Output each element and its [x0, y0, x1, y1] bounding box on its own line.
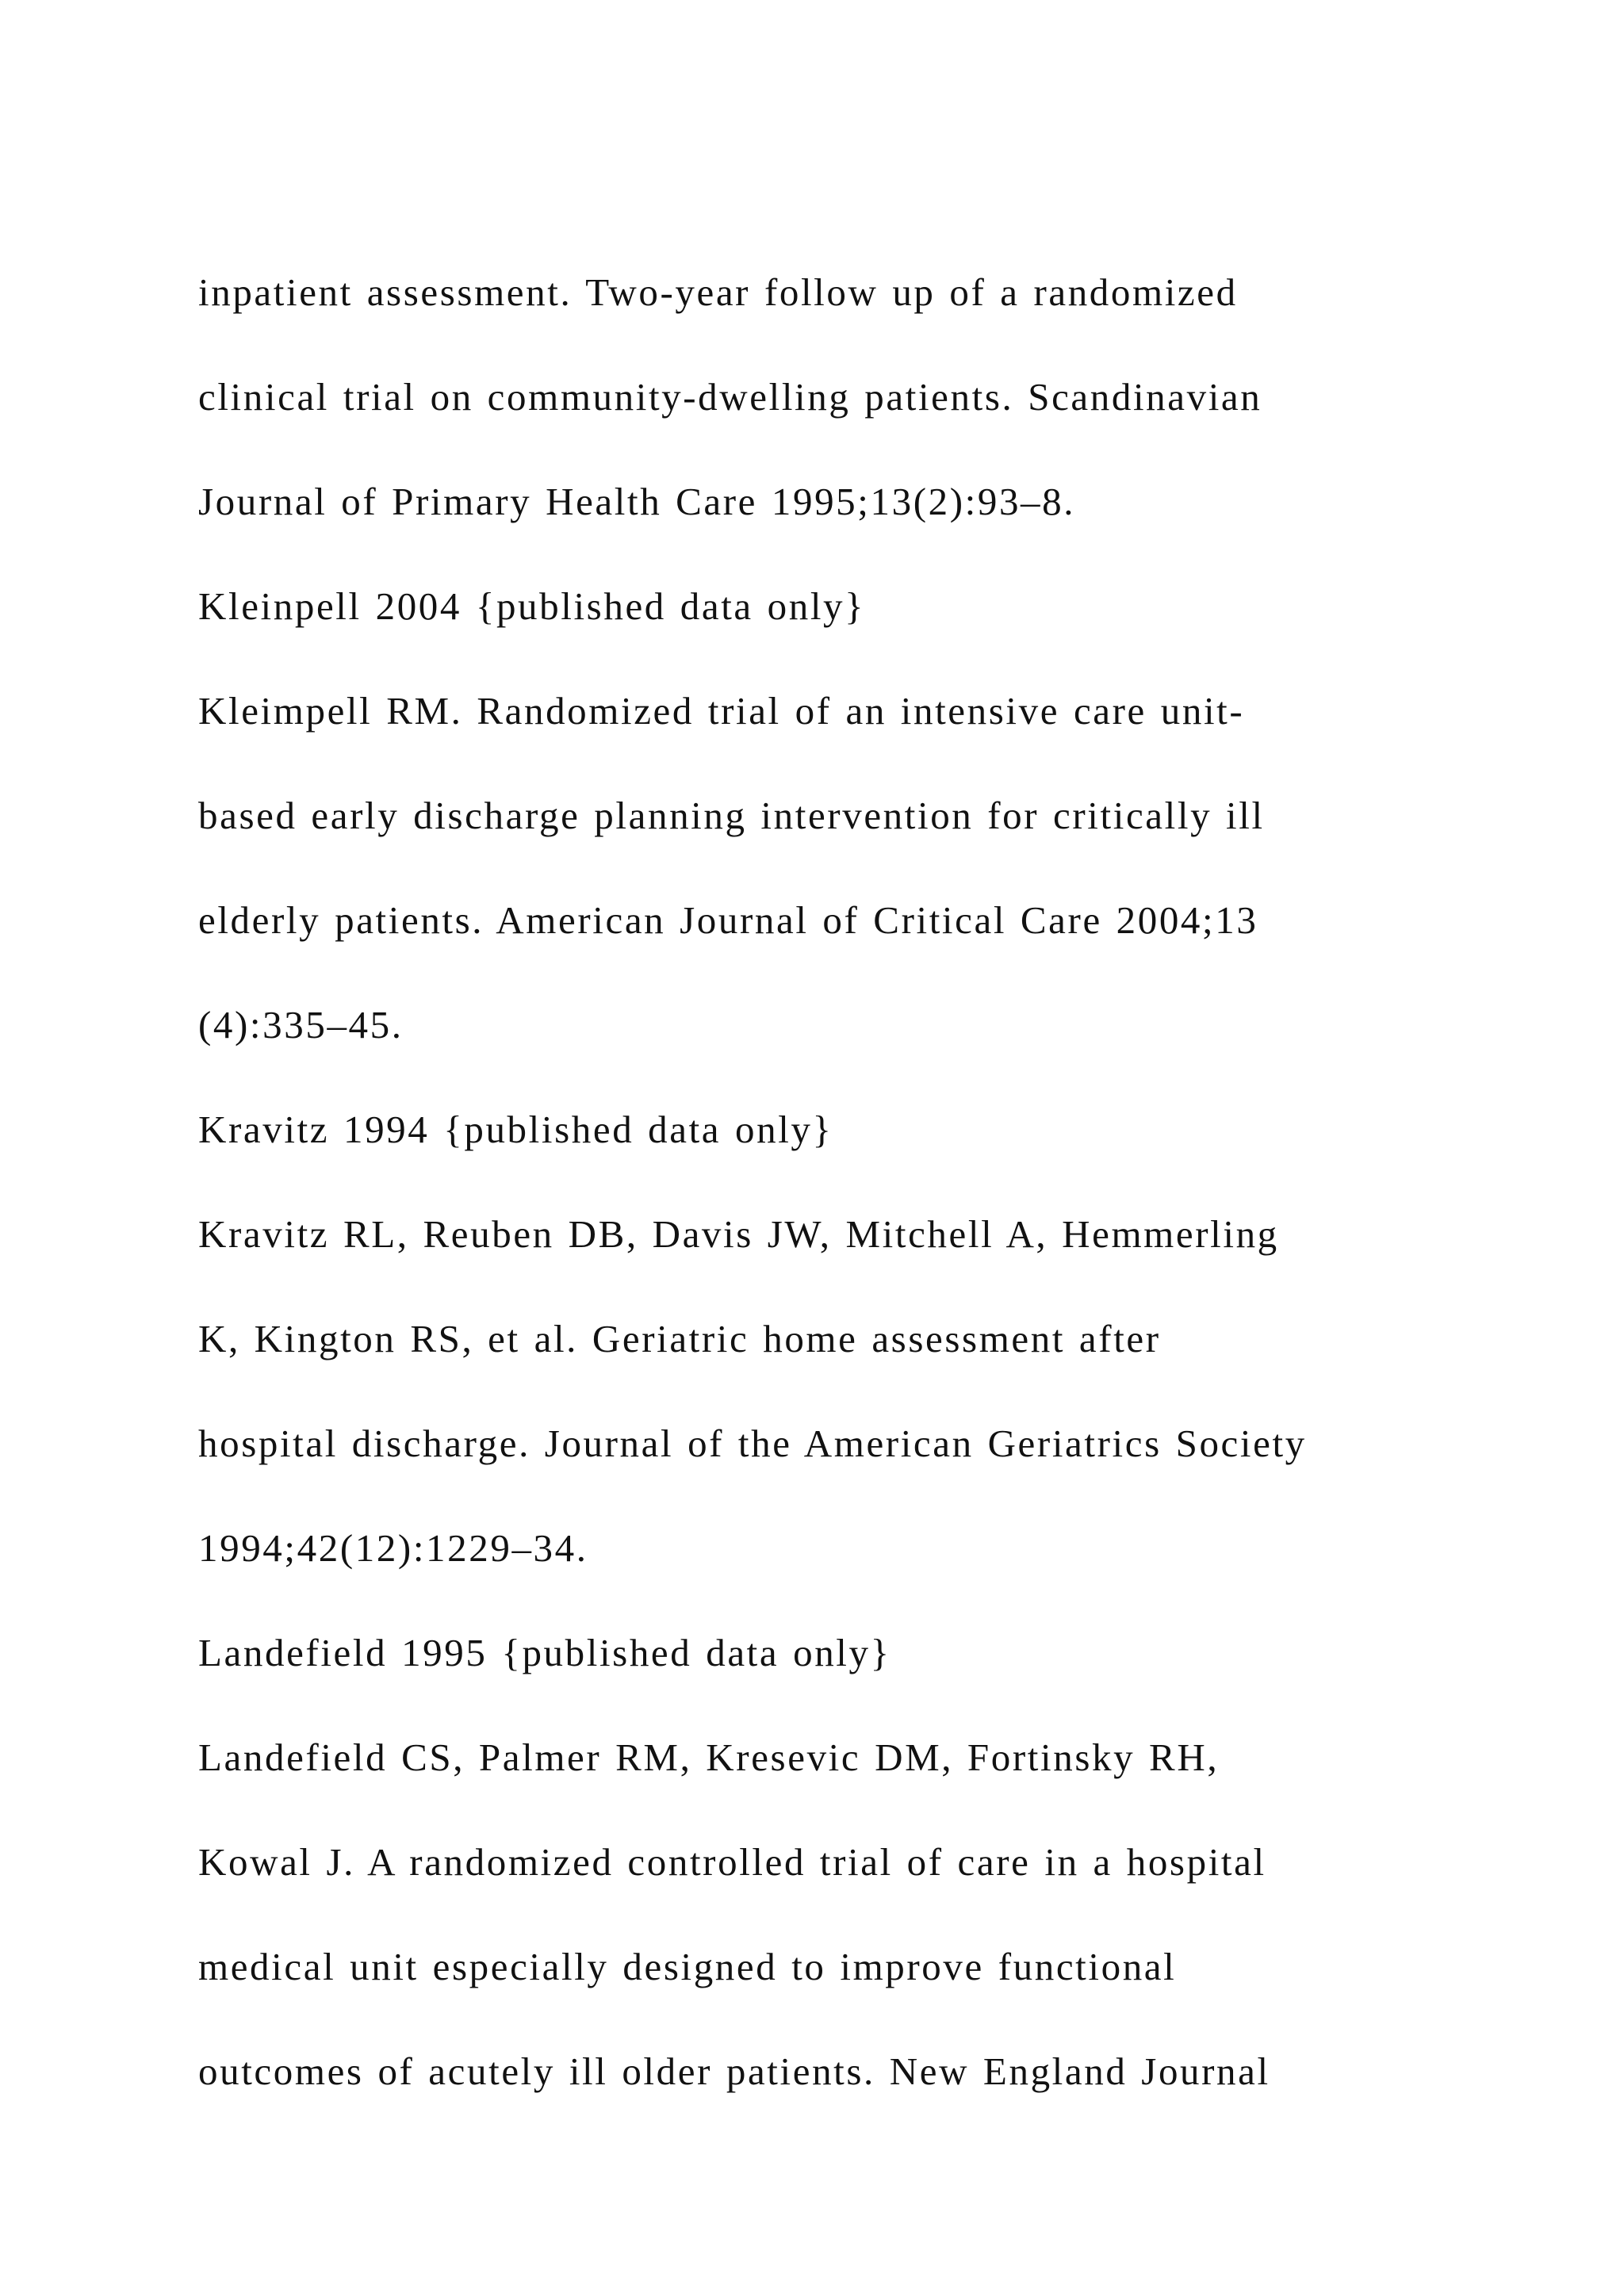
- reference-list: [198, 240, 1610, 2124]
- reference-line: elderly patients. American Journal of Critical Care 2004;13: [198, 898, 1258, 942]
- reference-line: medical unit especially designed to improve functional: [198, 1945, 1177, 1988]
- reference-line: based early discharge planning intervention for critically ill: [198, 794, 1265, 837]
- reference-line: clinical trial on community-dwelling patients. Scandinavian: [198, 375, 1262, 419]
- reference-line: outcomes of acutely ill older patients. New England Journal: [198, 2049, 1270, 2093]
- reference-heading-kravitz-1994: Kravitz 1994 {published data only}: [198, 1108, 833, 1151]
- reference-line: Kravitz RL, Reuben DB, Davis JW, Mitchell A, Hemmerling: [198, 1212, 1279, 1256]
- reference-line: K, Kington RS, et al. Geriatric home assessment after: [198, 1317, 1161, 1360]
- reference-line: 1994;42(12):1229–34.: [198, 1526, 588, 1570]
- reference-line: hospital discharge. Journal of the American Geriatrics Society: [198, 1422, 1307, 1465]
- reference-line: Journal of Primary Health Care 1995;13(2):93–8.: [198, 480, 1076, 523]
- reference-line: inpatient assessment. Two-year follow up of a randomized: [198, 270, 1238, 314]
- reference-heading-landefield-1995: Landefield 1995 {published data only}: [198, 1631, 891, 1674]
- reference-line: Kowal J. A randomized controlled trial of care in a hospital: [198, 1840, 1266, 1884]
- reference-heading-kleinpell-2004: Kleinpell 2004 {published data only}: [198, 584, 866, 628]
- reference-line: (4):335–45.: [198, 1003, 404, 1047]
- reference-line: Kleimpell RM. Randomized trial of an intensive care unit-: [198, 689, 1245, 733]
- reference-line: Landefield CS, Palmer RM, Kresevic DM, Fortinsky RH,: [198, 1735, 1220, 1779]
